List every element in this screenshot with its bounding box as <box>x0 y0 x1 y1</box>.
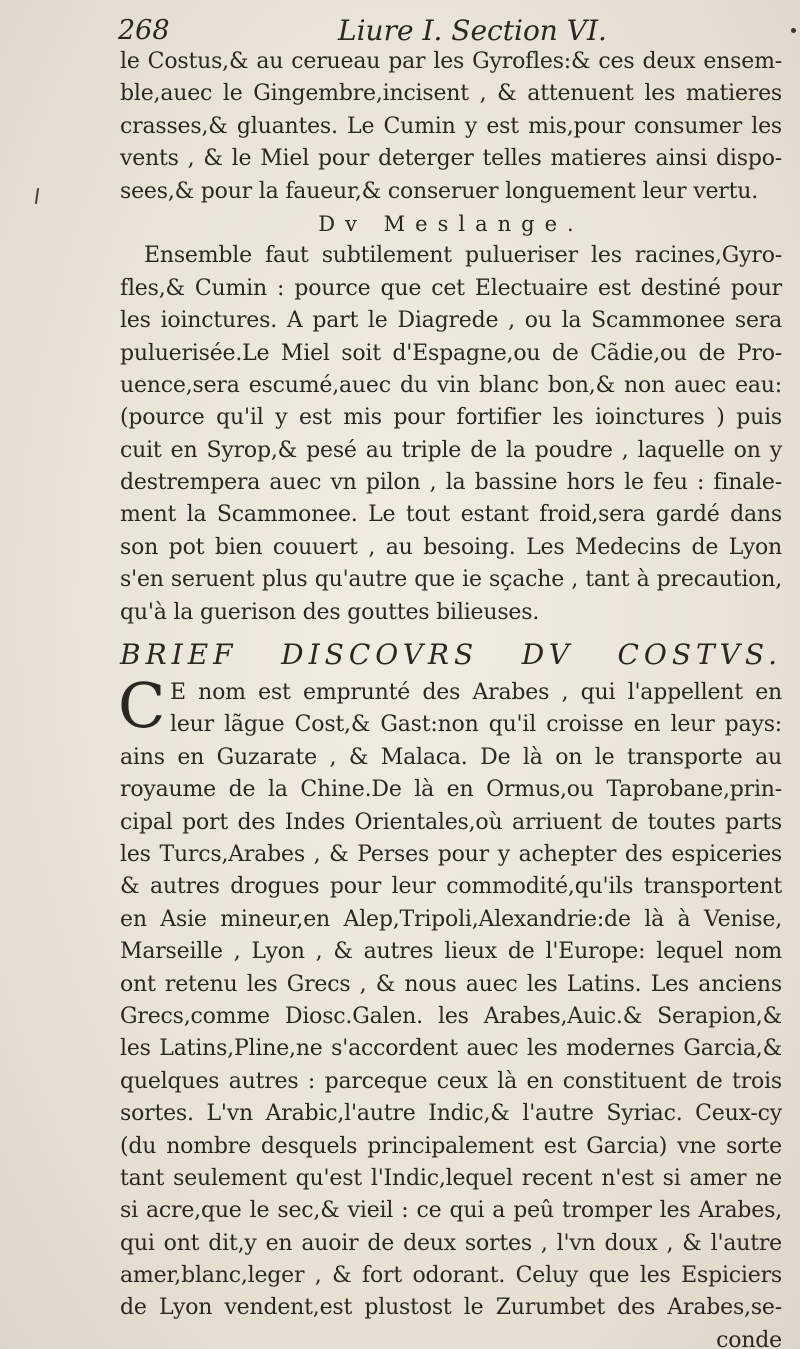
text-line: en Asie mineur,en Alep,Tripoli,Alexandrie:de là à Venise, <box>120 906 782 932</box>
text-line: Ensemble faut subtilement pulueriser les racines,Gyro- <box>144 243 782 269</box>
text-line: les Turcs,Arabes , & Perses pour y achepter des espiceries <box>120 841 782 867</box>
running-head: Liure I. Section VI. <box>338 14 607 47</box>
text-line: ont retenu les Grecs , & nous auec les Latins. Les anciens <box>120 971 782 997</box>
text-line: royaume de la Chine.De là en Ormus,ou Taprobane,prin- <box>120 777 782 803</box>
text-line: leur lãgue Cost,& Gast:non qu'il croisse en leur pays: <box>170 712 782 738</box>
text-line: cipal port des Indes Orientales,où arriuent de toutes parts <box>120 809 782 835</box>
text-line: fles,& Cumin : pource que cet Electuaire est destiné pour <box>120 275 782 301</box>
margin-mark <box>35 188 39 204</box>
main-text <box>120 46 782 1349</box>
text-line: cuit en Syrop,& pesé au triple de la poudre , laquelle on y <box>120 437 782 463</box>
text-line: Marseille , Lyon , & autres lieux de l'Europe: lequel nom <box>120 939 782 965</box>
text-line: puluerisée.Le Miel soit d'Espagne,ou de Cãdie,ou de Pro- <box>120 340 782 366</box>
text-line: ment la Scammonee. Le tout estant froid,sera gardé dans <box>120 502 782 528</box>
drop-cap: C <box>118 669 166 743</box>
text-line: (pource qu'il y est mis pour fortifier les ioinctures ) puis <box>120 405 782 431</box>
text-line: E nom est emprunté des Arabes , qui l'appellent en <box>170 680 782 706</box>
text-line: de Lyon vendent,est plustost le Zurumbet des Arabes,se- <box>120 1295 782 1321</box>
text-line: vents , & le Miel pour deterger telles matieres ainsi dispo- <box>120 146 782 172</box>
text-line: les ioinctures. A part le Diagrede , ou la Scammonee sera <box>120 308 782 334</box>
text-line: uence,sera escumé,auec du vin blanc bon,& non auec eau: <box>120 372 782 398</box>
text-line: sortes. L'vn Arabic,l'autre Indic,& l'autre Syriac. Ceux-cy <box>120 1101 782 1127</box>
text-line: le Costus,& au cerueau par les Gyrofles:& ces deux ensem- <box>120 49 782 74</box>
drop-cap-paragraph <box>118 669 782 743</box>
text-line: si acre,que le sec,& vieil : ce qui a peû tromper les Arabes, <box>120 1198 782 1224</box>
page-number: 268 <box>118 15 170 46</box>
text-line: destrempera auec vn pilon , la bassine hors le feu : finale- <box>120 470 782 496</box>
catchword: conde <box>716 1327 782 1349</box>
heading-melange: Dv Meslange. <box>318 211 584 236</box>
page-header <box>118 14 798 48</box>
text-line: les Latins,Pline,ne s'accordent auec les modernes Garcia,& <box>120 1036 782 1062</box>
text-line: Grecs,comme Diosc.Galen. les Arabes,Auic.& Serapion,& <box>120 1003 782 1029</box>
section-title: BRIEF DISCOVRS DV COSTVS. <box>120 638 782 672</box>
text-line: ains en Guzarate , & Malaca. De là on le transporte au <box>120 744 782 770</box>
text-line: quelques autres : parceque ceux là en constituent de trois <box>120 1068 782 1094</box>
text-line: crasses,& gluantes. Le Cumin y est mis,pour consumer les <box>120 113 782 139</box>
text-line: sees,& pour la faueur,& conseruer longuement leur vertu. <box>120 178 758 204</box>
text-line: amer,blanc,leger , & fort odorant. Celuy que les Espiciers <box>120 1263 782 1289</box>
text-line: tant seulement qu'est l'Indic,lequel recent n'est si amer ne <box>120 1165 782 1191</box>
text-line: s'en seruent plus qu'autre que ie sçache , tant à precaution, <box>120 567 782 593</box>
text-line: qu'à la guerison des gouttes bilieuses. <box>120 599 540 625</box>
text-line: (du nombre desquels principalement est Garcia) vne sorte <box>120 1133 782 1159</box>
text-line: ble,auec le Gingembre,incisent , & attenuent les matieres <box>120 81 782 107</box>
text-line: & autres drogues pour leur commodité,qu'ils transportent <box>120 874 782 900</box>
text-line: qui ont dit,y en auoir de deux sortes , l'vn doux , & l'autre <box>120 1230 782 1256</box>
header-dot <box>791 28 796 33</box>
text-line: son pot bien couuert , au besoing. Les Medecins de Lyon <box>120 534 782 560</box>
